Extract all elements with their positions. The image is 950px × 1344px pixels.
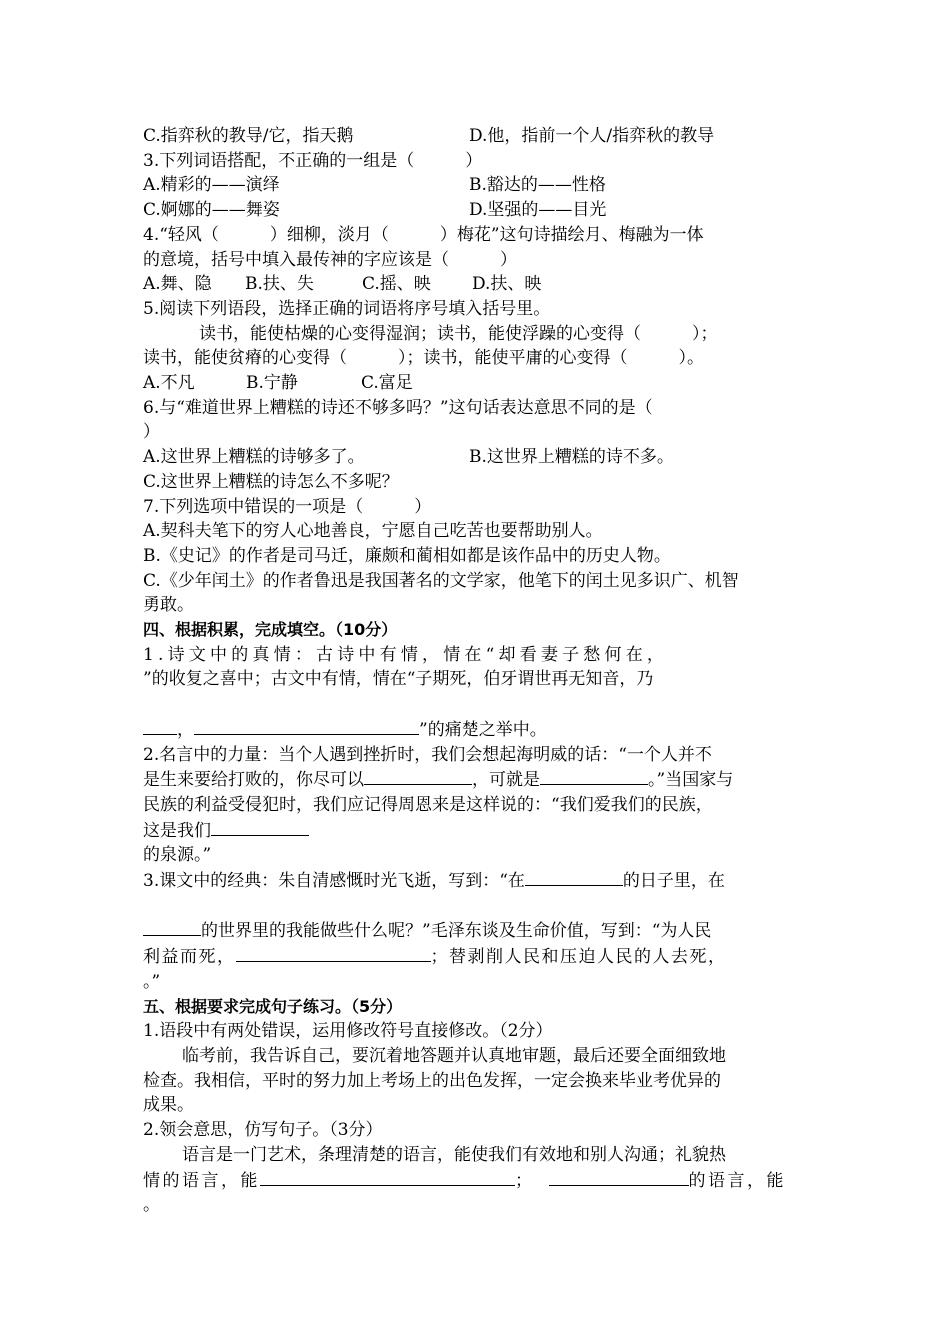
q2-option-c: C.指弈秋的教导/它，指天鹅 [143, 126, 354, 146]
s4-item3-text-e: ；替剥削人民和压迫人民的人去死， [430, 947, 727, 968]
s4-item2-line3: 民族的利益受侵犯时，我们应记得周恩来是这样说的：“我们爱我们的民族， [143, 794, 713, 815]
q5-option-a: A.不凡 [143, 373, 195, 394]
s4-item2-text-a: 是生来要给打败的，你尽可以 [143, 770, 364, 791]
q4-option-a: A.舞、隐 [143, 274, 212, 295]
s4-item2-line5: 的泉源。” [143, 845, 212, 866]
section5-heading: 五、根据要求完成句子练习。（5分） [143, 996, 403, 1016]
q7-option-b: B.《史记》的作者是司马迁，廉颇和蔺相如都是该作品中的历史人物。 [143, 545, 671, 566]
q5-option-c: C.富足 [361, 373, 413, 394]
s4-item1-line2: ”的收复之喜中；古文中有情，情在“子期死，伯牙谓世再无知音，乃 [143, 669, 654, 690]
separator: ， [177, 719, 194, 740]
q7-option-c-line1: C.《少年闰土》的作者鲁迅是我国著名的文学家，他笔下的闰土见多识广、机智 [143, 570, 739, 591]
q5-option-b: B.宁静 [246, 373, 298, 394]
q2-options-cd [143, 124, 807, 149]
s4-item1-tail: ”的痛楚之举中。 [419, 719, 547, 740]
s5-item1-stem: 1.语段中有两处错误，运用修改符号直接修改。（2分） [143, 1021, 553, 1042]
s4-item2-line1: 2.名言中的力量：当个人遇到挫折时，我们会想起海明威的话：“一个人并不 [143, 744, 712, 765]
s5-item2-para-line1: 语言是一门艺术，条理清楚的语言，能使我们有效地和别人沟通；礼貌热 [182, 1144, 726, 1165]
q6-stem-line2: ） [143, 422, 160, 443]
q3-options-ab [143, 173, 807, 198]
s4-item1-line1: 1.诗文中的真情：古诗中有情，情在“却看妻子愁何在， [143, 644, 669, 665]
spacer [143, 692, 807, 717]
s4-item2-text-d: 这是我们 [143, 820, 211, 841]
s4-item2-line2 [143, 767, 807, 793]
s5-item1-para-line3: 成果。 [143, 1095, 194, 1116]
q5-options [143, 371, 807, 396]
section4-heading: 四、根据积累，完成填空。（10分） [143, 620, 398, 640]
q5-passage-line1: 读书，能使枯燥的心变得湿润；读书，能使浮躁的心变得（ ）； [199, 323, 718, 344]
s4-item3-text-a: 3.课文中的经典：朱自清感慨时光飞逝，写到：“在 [143, 871, 525, 892]
q7-option-a: A.契科夫笔下的穷人心地善良，宁愿自己吃苦也要帮助别人。 [143, 521, 603, 542]
s4-item3-line3 [143, 944, 807, 970]
answer-blank[interactable] [549, 1168, 689, 1186]
s5-item2-text-c: 的语言，能 [688, 1170, 786, 1191]
s4-item3-line4: 。” [143, 971, 161, 992]
answer-blank[interactable] [143, 717, 177, 735]
s4-item3-text-d: 利益而死， [143, 947, 236, 968]
q4-option-d: D.扶、映 [472, 274, 542, 295]
q7-option-c-line2: 勇敢。 [143, 595, 194, 616]
answer-blank[interactable] [194, 717, 419, 735]
s4-item3-text-c: 的世界里的我能做些什么呢？”毛泽东谈及生命价值，写到：“为人民 [201, 921, 712, 942]
s5-item2-para-line2 [143, 1168, 807, 1194]
q3-option-a: A.精彩的——演绎 [143, 175, 280, 196]
q6-stem-line1: 6.与“难道世界上糟糕的诗还不够多吗？”这句话表达意思不同的是（ [143, 397, 653, 418]
answer-blank[interactable] [236, 944, 431, 962]
s4-item2-text-c: 。”当国家与 [648, 770, 734, 791]
exam-content [143, 124, 807, 1218]
q4-options [143, 272, 807, 297]
s4-item1-line3 [143, 717, 807, 743]
s5-item2-text-b: ； [515, 1170, 535, 1191]
s5-item2-para-line3: 。 [143, 1195, 160, 1216]
q4-stem-line1: 4.“轻风（ ）细柳，淡月（ ）梅花”这句诗描绘月、梅融为一体 [143, 224, 704, 245]
answer-blank[interactable] [540, 767, 648, 785]
answer-blank[interactable] [525, 868, 623, 886]
q6-option-a: A.这世界上糟糕的诗够多了。 [143, 447, 365, 468]
q6-option-b: B.这世界上糟糕的诗不多。 [469, 447, 674, 468]
answer-blank[interactable] [364, 767, 472, 785]
q3-option-b: B.豁达的——性格 [469, 175, 606, 196]
q5-passage-line2: 读书，能使贫瘠的心变得（ ）；读书，能使平庸的心变得（ ）。 [143, 348, 704, 369]
s4-item3-line1 [143, 868, 807, 894]
s4-item2-text-b: ，可就是 [472, 770, 540, 791]
answer-blank[interactable] [211, 818, 309, 836]
s5-item2-text-a: 情的语言，能 [143, 1170, 260, 1191]
q7-stem: 7.下列选项中错误的一项是（ ） [143, 496, 432, 517]
q6-options-ab [143, 445, 807, 470]
q3-option-d: D.坚强的——目光 [469, 200, 607, 221]
s4-item3-text-b: 的日子里，在 [622, 871, 725, 892]
q4-option-c: C.摇、映 [362, 274, 431, 295]
q4-stem-line2: 的意境，括号中填入最传神的字应该是（ ） [143, 249, 517, 270]
q3-option-c: C.婀娜的——舞姿 [143, 200, 280, 221]
q5-stem: 5.阅读下列语段，选择正确的词语将序号填入括号里。 [143, 298, 551, 319]
s5-item1-para-line1: 临考前，我告诉自己，要沉着地答题并认真地审题，最后还要全面细致地 [182, 1045, 726, 1066]
s4-item3-line2 [143, 918, 807, 944]
q6-option-c: C.这世界上糟糕的诗怎么不多呢？ [143, 471, 399, 492]
spacer [143, 894, 807, 919]
s5-item1-para-line2: 检查。我相信，平时的努力加上考场上的出色发挥，一定会换来毕业考优异的 [143, 1070, 721, 1091]
q2-option-d: D.他，指前一个人/指弈秋的教导 [469, 126, 715, 146]
answer-blank[interactable] [260, 1168, 515, 1186]
q3-stem: 3.下列词语搭配，不正确的一组是（ ） [143, 150, 483, 171]
s5-item2-stem: 2.领会意思，仿写句子。（3分） [143, 1120, 383, 1141]
s4-item2-line4 [143, 818, 807, 844]
answer-blank[interactable] [143, 918, 201, 936]
q4-option-b: B.扶、失 [245, 274, 314, 295]
q3-options-cd [143, 198, 807, 223]
